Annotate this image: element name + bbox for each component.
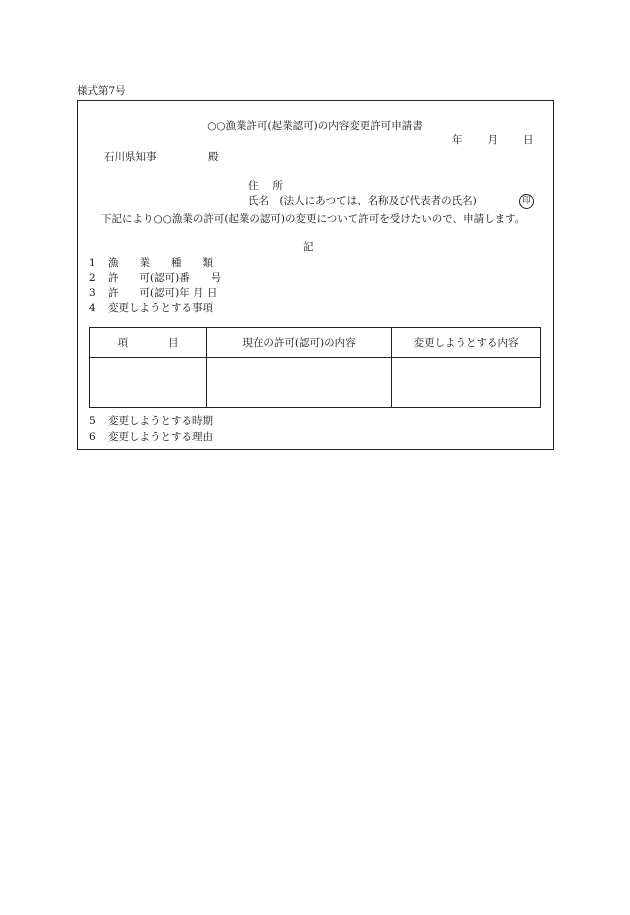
address-label-1: 住: [248, 180, 259, 192]
table-header-row: [90, 328, 541, 358]
list-item: [89, 273, 221, 284]
item-number: 3: [89, 287, 96, 299]
item-label: 許 可(認可)番 号: [108, 272, 222, 284]
header-item-2: 目: [168, 337, 179, 349]
table-row: [90, 358, 541, 408]
header-item-1: 項: [117, 337, 128, 349]
honorific: 殿: [208, 151, 219, 163]
seal-mark: 印: [519, 194, 534, 209]
list-item: [89, 303, 213, 314]
header-proposed: 変更しようとする内容: [392, 328, 541, 358]
item-label: 許 可(認可)年 月 日: [108, 287, 218, 299]
date-year: 年: [452, 134, 463, 146]
item-number: 6: [89, 431, 96, 443]
name-label: 氏名 (法人にあつては、名称及び代表者の氏名): [248, 195, 477, 207]
date-line: [452, 135, 534, 146]
list-item: [89, 432, 213, 443]
header-current: 現在の許可(認可)の内容: [207, 328, 392, 358]
form-number: 様式第7号: [77, 85, 126, 97]
header-item: [90, 328, 207, 358]
cell-item: [90, 358, 207, 408]
body-text: 下記により○○漁業の許可(起業の認可)の変更について許可を受けたいので、申請します。: [101, 213, 526, 225]
cell-current: [207, 358, 392, 408]
item-label: 変更しようとする時期: [108, 415, 213, 427]
item-label: 変更しようとする事項: [108, 302, 213, 314]
item-number: 2: [89, 272, 96, 284]
item-label: 変更しようとする理由: [108, 431, 213, 443]
item-number: 5: [89, 415, 96, 427]
date-month: 月: [487, 134, 498, 146]
address-label: [248, 181, 283, 192]
list-item: [89, 416, 213, 427]
address-label-2: 所: [272, 180, 283, 192]
item-label: 漁 業 種 類: [108, 257, 213, 269]
cell-proposed: [392, 358, 541, 408]
list-item: [89, 288, 217, 299]
date-day: 日: [523, 134, 534, 146]
document-title: ○○漁業許可(起業認可)の内容変更許可申請書: [207, 120, 423, 132]
list-item: [89, 258, 213, 269]
change-table: [89, 327, 541, 408]
item-number: 1: [89, 257, 96, 269]
item-number: 4: [89, 302, 96, 314]
ki-heading: 記: [303, 241, 314, 253]
addressee: 石川県知事: [104, 151, 157, 163]
